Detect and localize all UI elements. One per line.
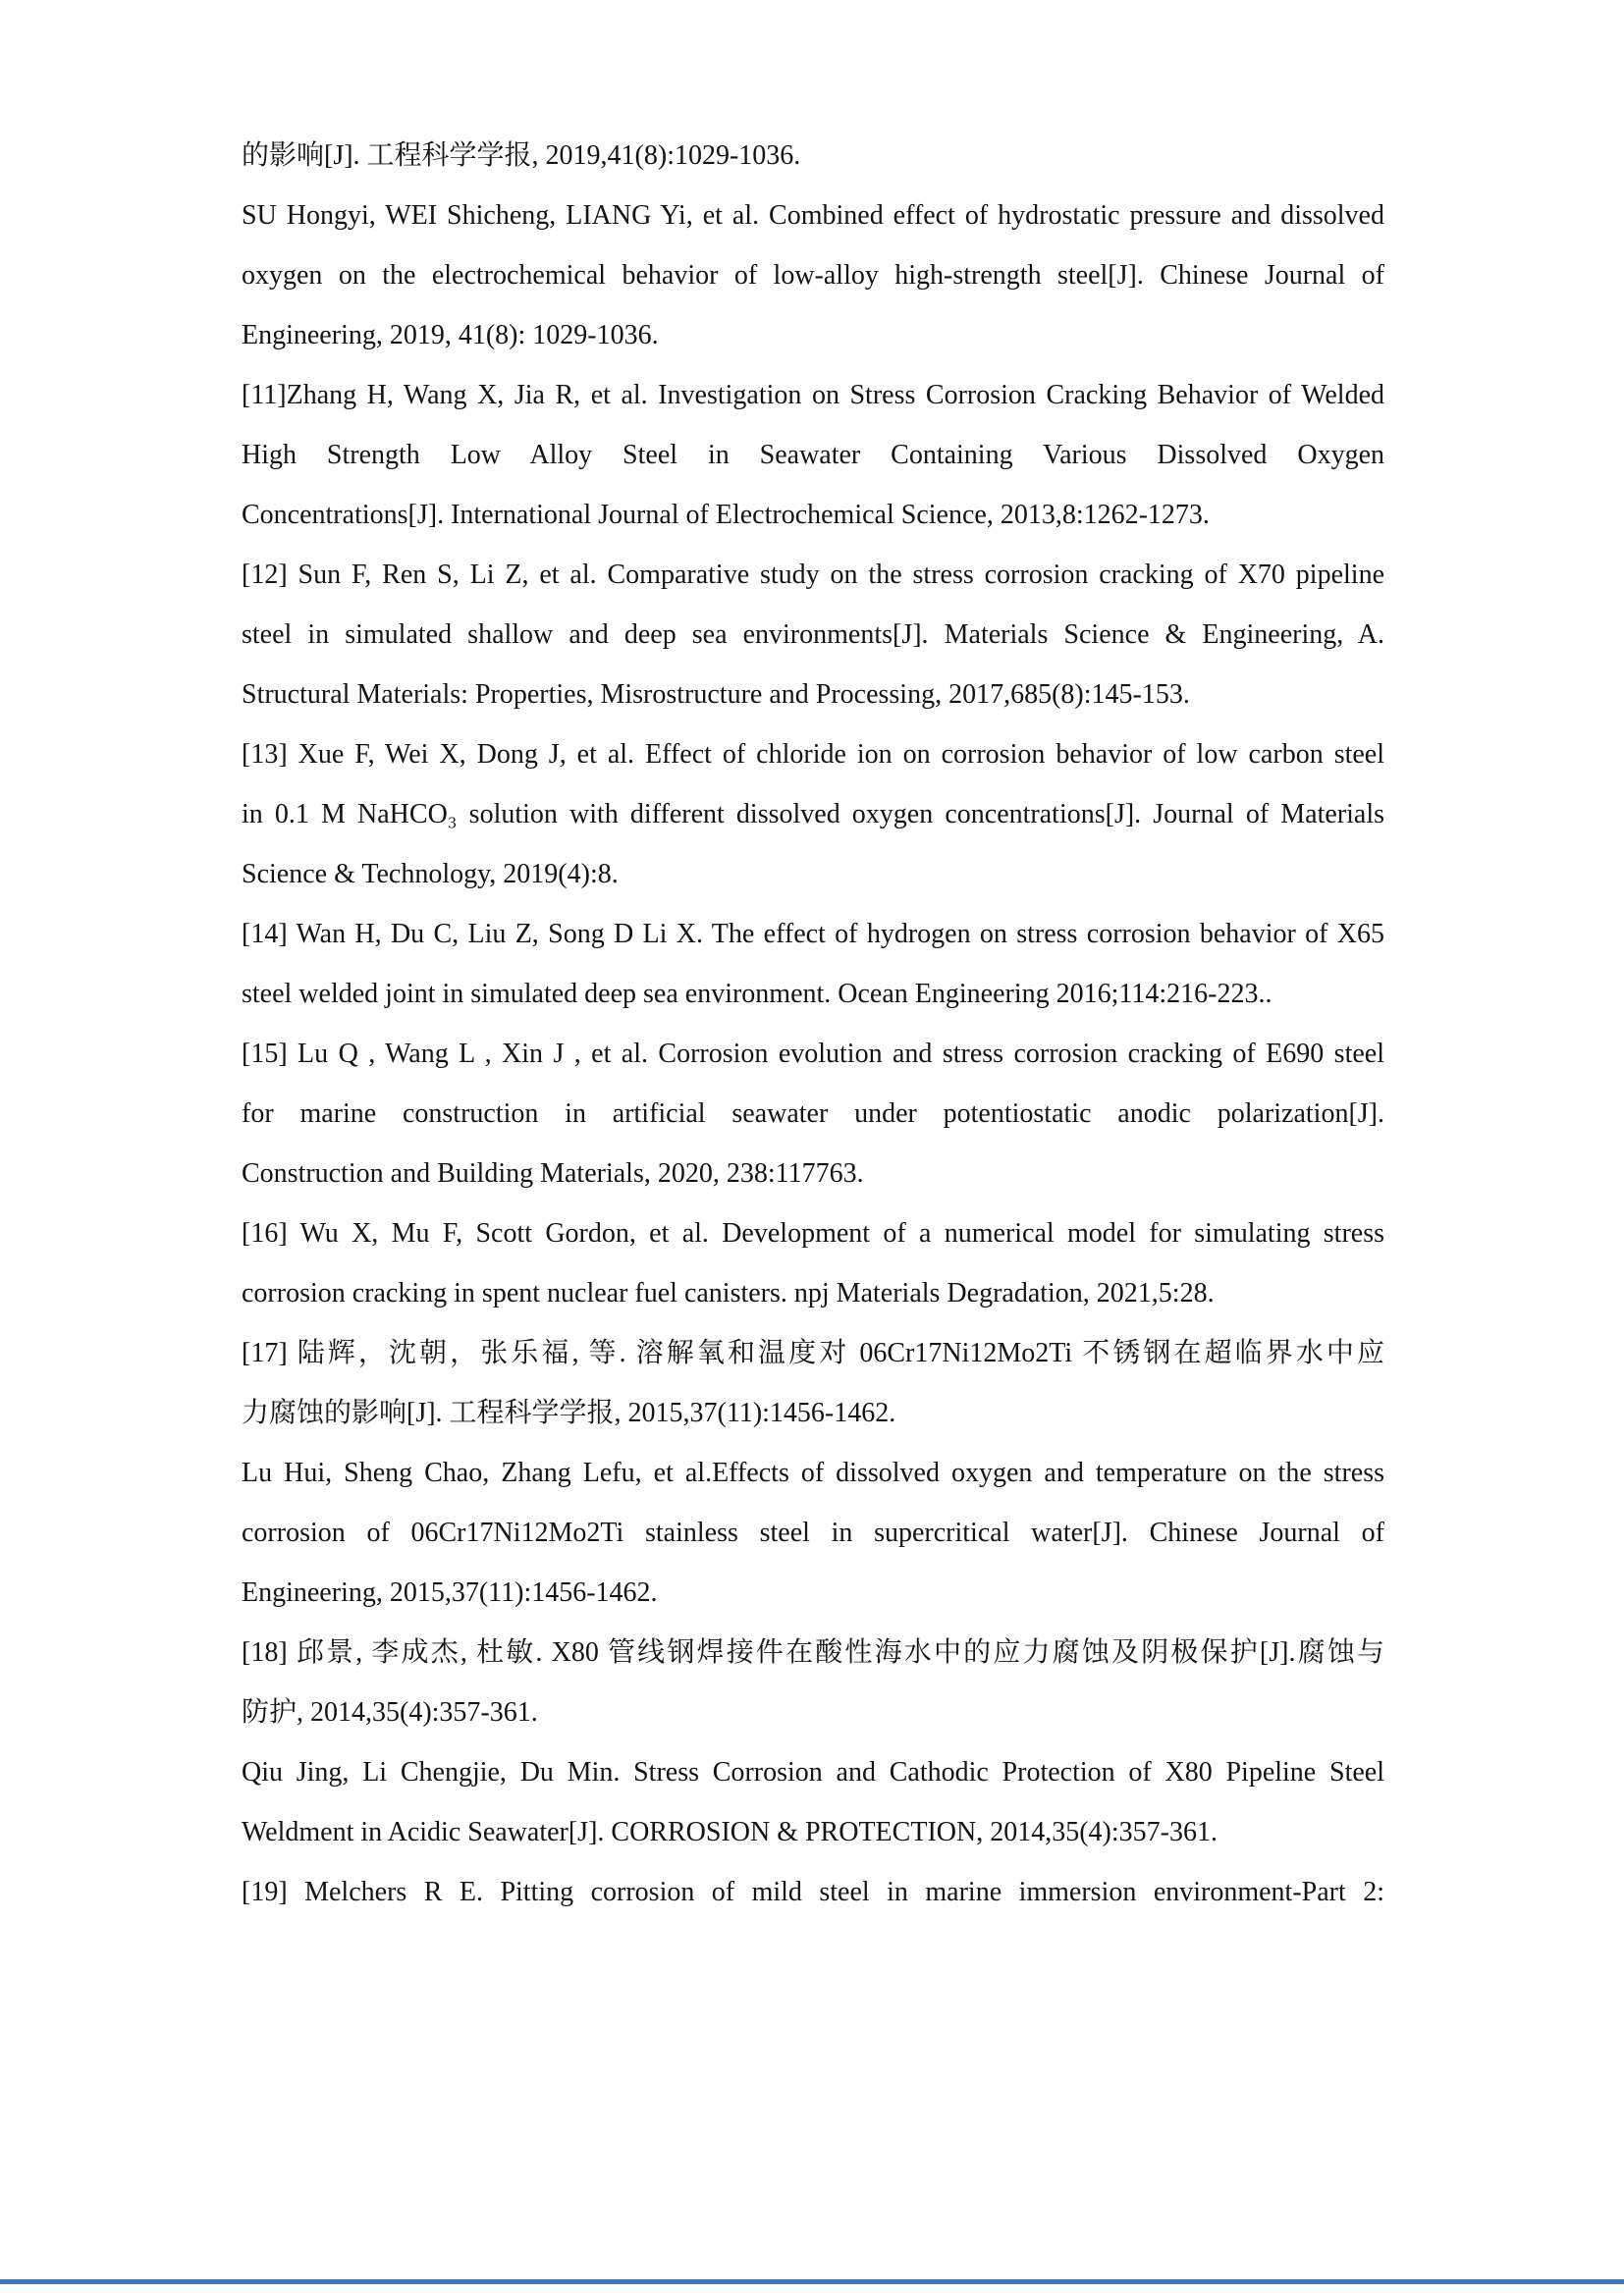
reference-line: SU Hongyi, WEI Shicheng, LIANG Yi, et al. Combined effect of hydrostatic pressure and dissolved [242,200,1384,231]
reference-line: for marine construction in artificial seawater under potentiostatic anodic polarization[J]. [242,1098,1384,1129]
reference-line: [17] 陆辉，沈朝，张乐福, 等. 溶解氧和温度对 06Cr17Ni12Mo2Ti 不锈钢在超临界水中应 [242,1338,1384,1368]
reference-entry [242,1203,1384,1323]
reference-entry [242,186,1384,365]
reference-line: steel in simulated shallow and deep sea environments[J]. Materials Science & Engineering, A. [242,619,1384,650]
reference-entry [242,1443,1384,1623]
reference-line: Structural Materials: Properties, Misrostructure and Processing, 2017,685(8):145-153. [242,679,1190,710]
reference-line: [11]Zhang H, Wang X, Jia R, et al. Investigation on Stress Corrosion Cracking Behavior of Welded [242,380,1384,410]
reference-line: Lu Hui, Sheng Chao, Zhang Lefu, et al.Effects of dissolved oxygen and temperature on the stress [242,1458,1384,1488]
reference-line: Engineering, 2019, 41(8): 1029-1036. [242,320,659,350]
reference-entry [242,1623,1384,1742]
reference-line: Weldment in Acidic Seawater[J]. CORROSION & PROTECTION, 2014,35(4):357-361. [242,1817,1218,1847]
reference-line: 防护, 2014,35(4):357-361. [242,1697,538,1728]
reference-line: [18] 邱景, 李成杰, 杜敏. X80 管线钢焊接件在酸性海水中的应力腐蚀及阴极保护[J].腐蚀与 [242,1637,1384,1668]
reference-entry [242,724,1384,904]
reference-line: [16] Wu X, Mu F, Scott Gordon, et al. Development of a numerical model for simulating stress [242,1218,1384,1249]
reference-entry [242,545,1384,724]
reference-line: [13] Xue F, Wei X, Dong J, et al. Effect of chloride ion on corrosion behavior of low carbon steel [242,739,1384,770]
reference-line: in 0.1 M NaHCO₃ solution with different dissolved oxygen concentrations[J]. Journal of Materials [242,799,1384,829]
reference-line: Engineering, 2015,37(11):1456-1462. [242,1577,658,1608]
reference-line: steel welded joint in simulated deep sea environment. Ocean Engineering 2016;114:216-223.. [242,979,1272,1009]
reference-entry [242,365,1384,545]
reference-entry [242,1323,1384,1443]
reference-entry [242,904,1384,1024]
reference-entry [242,1742,1384,1862]
reference-entry [242,1024,1384,1203]
reference-line: corrosion cracking in spent nuclear fuel canisters. npj Materials Degradation, 2021,5:28. [242,1278,1215,1308]
reference-line: Construction and Building Materials, 2020, 238:117763. [242,1158,864,1189]
reference-line: Science & Technology, 2019(4):8. [242,859,619,889]
reference-line: Concentrations[J]. International Journal of Electrochemical Science, 2013,8:1262-1273. [242,500,1210,530]
reference-line: [14] Wan H, Du C, Liu Z, Song D Li X. The effect of hydrogen on stress corrosion behavior of X65 [242,919,1384,949]
reference-line: [12] Sun F, Ren S, Li Z, et al. Comparative study on the stress corrosion cracking of X70 pipeline [242,560,1384,590]
reference-line: oxygen on the electrochemical behavior of low-alloy high-strength steel[J]. Chinese Journal of [242,260,1384,291]
reference-entry [242,1862,1384,1922]
reference-line: [15] Lu Q , Wang L , Xin J , et al. Corrosion evolution and stress corrosion cracking of E690 steel [242,1039,1384,1069]
reference-line: Qiu Jing, Li Chengjie, Du Min. Stress Corrosion and Cathodic Protection of X80 Pipeline Steel [242,1757,1384,1788]
reference-line: corrosion of 06Cr17Ni12Mo2Ti stainless steel in supercritical water[J]. Chinese Journal of [242,1518,1384,1548]
reference-line: [19] Melchers R E. Pitting corrosion of mild steel in marine immersion environment-Part 2: [242,1877,1384,1907]
reference-line: 的影响[J]. 工程科学学报, 2019,41(8):1029-1036. [242,140,801,171]
bottom-blue-rule [0,2279,1624,2284]
reference-line: High Strength Low Alloy Steel in Seawater Containing Various Dissolved Oxygen [242,440,1384,470]
reference-entry [242,126,1384,186]
references-list [242,126,1384,1922]
reference-line: 力腐蚀的影响[J]. 工程科学学报, 2015,37(11):1456-1462. [242,1398,896,1428]
